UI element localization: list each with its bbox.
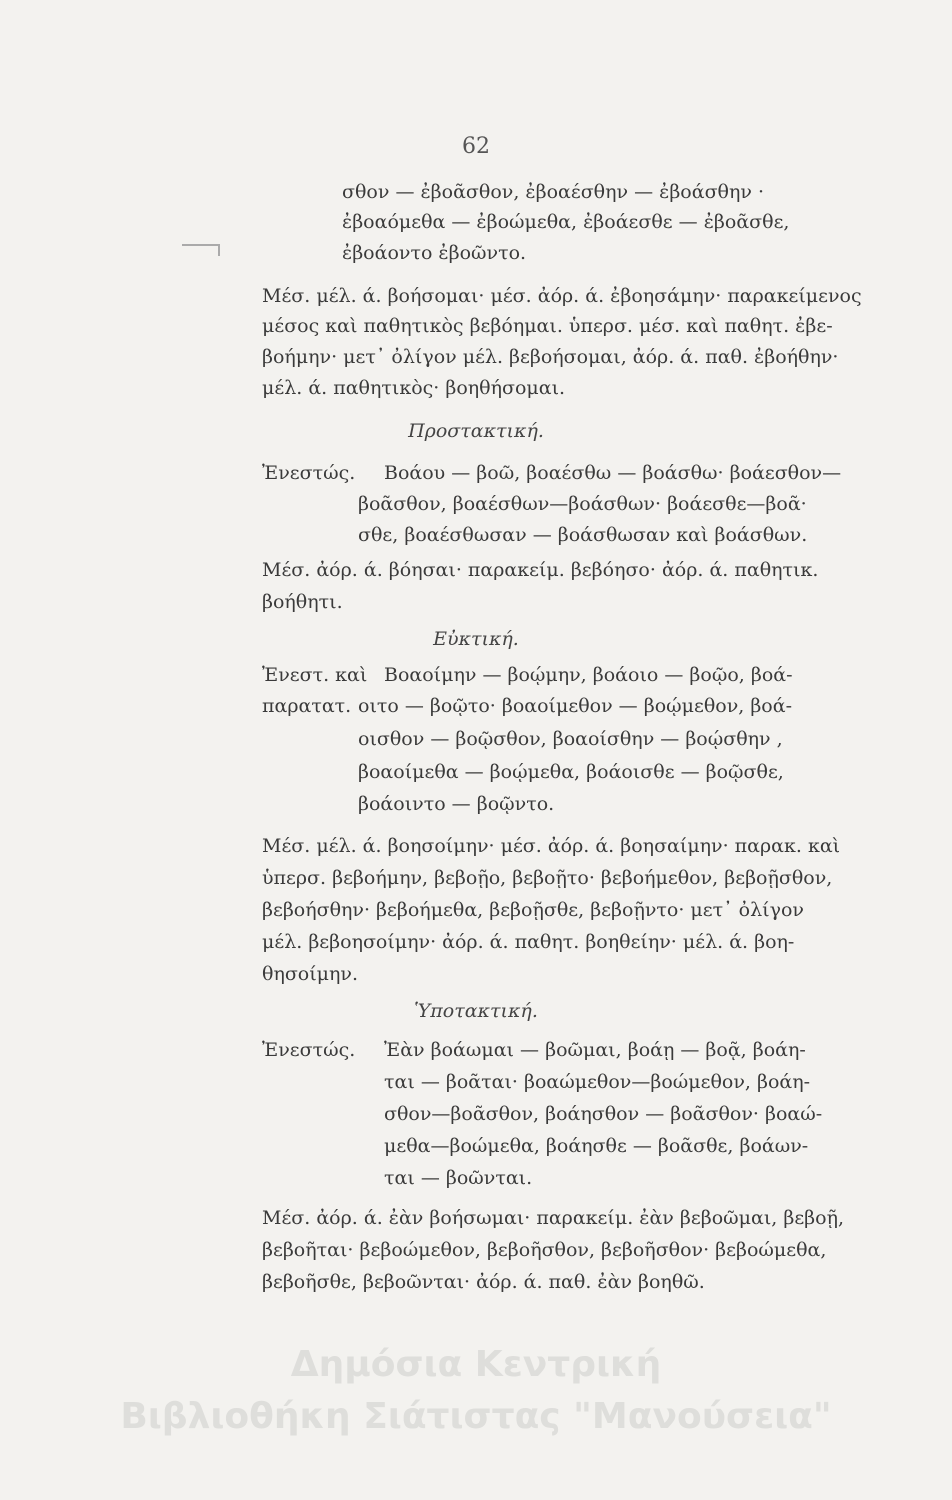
text-line: ἐβοαόμεθα — ἐβοώμεθα, ἐβοάεσθε — ἐβοᾶσθε, bbox=[342, 211, 790, 233]
text-line: σθε, βοαέσθωσαν — βοάσθωσαν καὶ βοάσθων. bbox=[358, 524, 808, 546]
text-line: μεθα—βοώμεθα, βοάησθε — βοᾶσθε, βοάων- bbox=[384, 1135, 809, 1157]
text-line: Μέσ. μέλ. ά. βοήσομαι· μέσ. ἀόρ. ά. ἐβοησάμην· παρακείμενος bbox=[262, 285, 862, 307]
section-heading: Εὐκτική. bbox=[433, 628, 519, 650]
text-line: βοήμην· μετ᾽ ὀλίγον μέλ. βεβοήσομαι, ἀόρ. ά. παθ. ἐβοήθην· bbox=[262, 346, 839, 368]
text-line: οισθον — βοῷσθον, βοαοίσθην — βοῴσθην , bbox=[358, 728, 783, 750]
margin-label: Ἐνεστ. καὶ bbox=[262, 664, 368, 686]
text-line: βεβοῆται· βεβοώμεθον, βεβοῆσθον, βεβοῆσθον· βεβοώμεθα, bbox=[262, 1239, 827, 1261]
text-line: θησοίμην. bbox=[262, 963, 359, 985]
text-line: σθον — ἐβοᾶσθον, ἐβοαέσθην — ἐβοάσθην · bbox=[342, 181, 764, 203]
text-line: βοᾶσθον, βοαέσθων—βοάσθων· βοάεσθε—βοᾶ· bbox=[358, 493, 807, 515]
text-line: σθον—βοᾶσθον, βοάησθον — βοᾶσθον· βοαώ- bbox=[384, 1103, 823, 1125]
text-line: βεβοῆσθε, βεβοῶνται· ἀόρ. ά. παθ. ἐὰν βοηθῶ. bbox=[262, 1271, 705, 1293]
text-line: Μέσ. ἀόρ. ά. ἐὰν βοήσωμαι· παρακείμ. ἐὰν βεβοῶμαι, βεβοῇ, bbox=[262, 1207, 845, 1229]
text-line: μέλ. ά. παθητικὸς· βοηθήσομαι. bbox=[262, 377, 566, 399]
margin-label: παρατατ. bbox=[262, 695, 352, 717]
text-line: Βοαοίμην — βοῴμην, βοάοιο — βοῷο, βοά- bbox=[384, 664, 793, 686]
text-line: ται — βοῶνται. bbox=[384, 1167, 533, 1189]
text-line: ἐβοάοντο ἐβοῶντο. bbox=[342, 242, 527, 264]
text-line: μέσος καὶ παθητικὸς βεβόημαι. ὑπερσ. μέσ. καὶ παθητ. ἐβε- bbox=[262, 315, 833, 337]
text-line: βοαοίμεθα — βοῴμεθα, βοάοισθε — βοῷσθε, bbox=[358, 761, 784, 783]
margin-label: Ἐνεστώς. bbox=[262, 462, 356, 484]
watermark-line: Βιβλιοθήκη Σιάτιστας "Μανούσεια" bbox=[120, 1396, 832, 1437]
section-heading: Προστακτική. bbox=[408, 420, 544, 442]
page-number: 62 bbox=[462, 134, 490, 159]
text-line: βοάοιντο — βοῷντο. bbox=[358, 793, 555, 815]
text-line: μέλ. βεβοησοίμην· ἀόρ. ά. παθητ. βοηθείην· μέλ. ά. βοη- bbox=[262, 931, 795, 953]
text-line: βεβοήσθην· βεβοήμεθα, βεβοῇσθε, βεβοῇντο· μετ᾽ ὀλίγον bbox=[262, 899, 804, 921]
text-line: Ἐὰν βοάωμαι — βοῶμαι, βοάῃ — βοᾷ, βοάη- bbox=[384, 1039, 806, 1061]
text-line: ὑπερσ. βεβοήμην, βεβοῇο, βεβοῇτο· βεβοήμεθον, βεβοῇσθον, bbox=[262, 867, 833, 889]
section-heading: Ὑποτακτική. bbox=[414, 1000, 538, 1022]
text-line: Μέσ. ἀόρ. ά. βόησαι· παρακείμ. βεβόησο· ἀόρ. ά. παθητικ. bbox=[262, 559, 819, 581]
margin-label: Ἐνεστώς. bbox=[262, 1039, 356, 1061]
text-line: οιτο — βοῷτο· βοαοίμεθον — βοῴμεθον, βοά- bbox=[358, 695, 792, 717]
text-line: βοήθητι. bbox=[262, 591, 343, 613]
text-line: Βοάου — βοῶ, βοαέσθω — βοάσθω· βοάεσθον— bbox=[384, 462, 842, 484]
text-line: ται — βοᾶται· βοαώμεθον—βοώμεθον, βοάη- bbox=[384, 1071, 811, 1093]
watermark-line: Δημόσια Κεντρική bbox=[290, 1344, 662, 1385]
text-line: Μέσ. μέλ. ά. βοησοίμην· μέσ. ἀόρ. ά. βοησαίμην· παρακ. καὶ bbox=[262, 835, 841, 857]
margin-mark bbox=[182, 244, 220, 246]
